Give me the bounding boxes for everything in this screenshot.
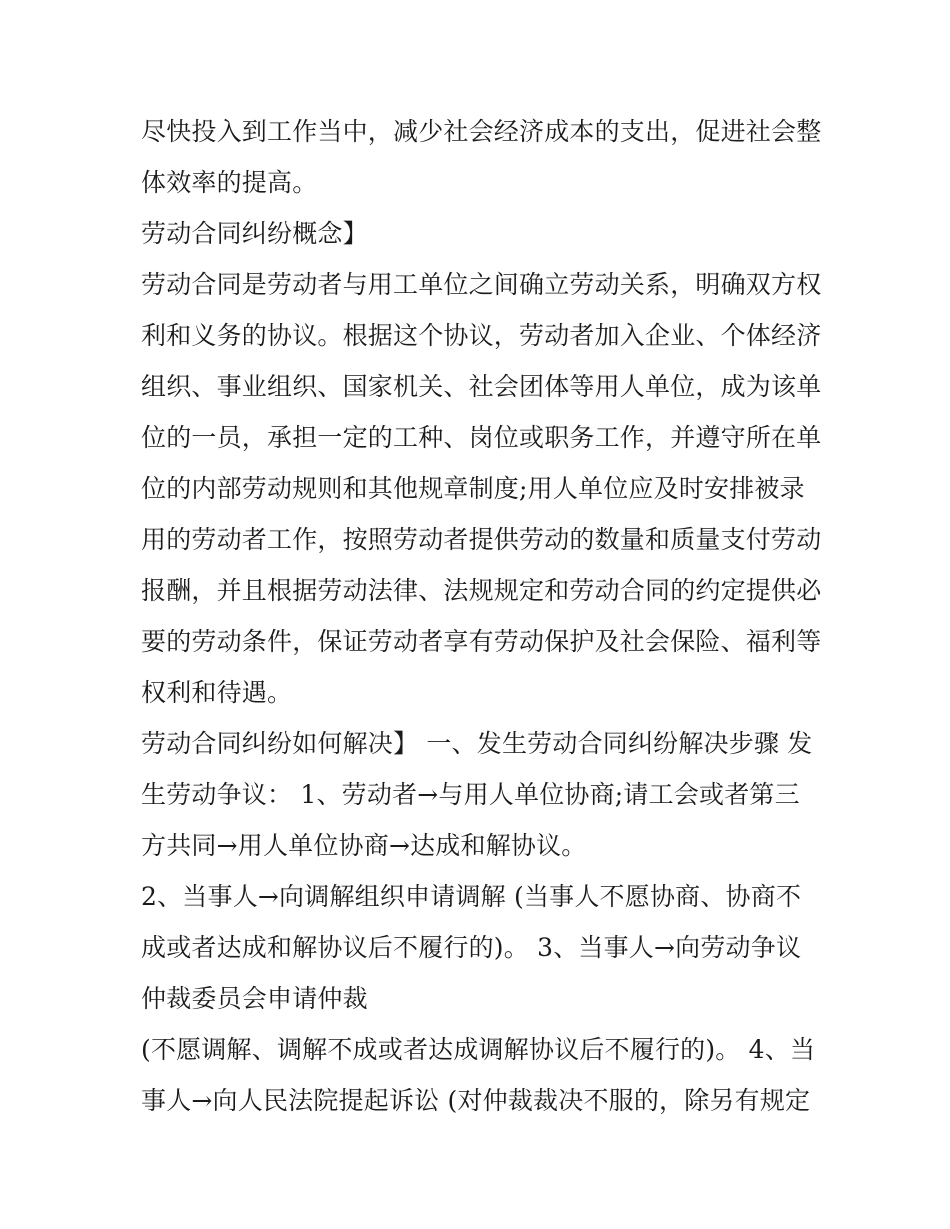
text-line: 成或者达成和解协议后不履行的)。 3、当事人→向劳动争议 (141, 933, 802, 962)
document-body (141, 106, 821, 1126)
text-line: 权利和待遇。 (141, 678, 293, 707)
text-line: (不愿调解、调解不成或者达成调解协议后不履行的)。 4、当 (141, 1035, 816, 1064)
text-line: 组织、事业组织、国家机关、社会团体等用人单位，成为该单 (141, 372, 822, 401)
text-line: 报酬，并且根据劳动法律、法规规定和劳动合同的约定提供必 (141, 576, 822, 605)
text-line: 用的劳动者工作，按照劳动者提供劳动的数量和质量支付劳动 (141, 525, 822, 554)
section-heading-resolution: 劳动合同纠纷如何解决】 一、发生劳动合同纠纷解决步骤 发 (141, 729, 813, 758)
text-line: 劳动合同是劳动者与用工单位之间确立劳动关系，明确双方权 (141, 270, 822, 299)
text-line: 位的内部劳动规则和其他规章制度;用人单位应及时安排被录 (141, 474, 805, 503)
text-line: 仲裁委员会申请仲裁 (141, 984, 368, 1013)
text-line: 要的劳动条件，保证劳动者享有劳动保护及社会保险、福利等 (141, 627, 822, 656)
text-line: 方共同→用人单位协商→达成和解协议。 (141, 831, 587, 860)
text-line: 位的一员，承担一定的工种、岗位或职务工作，并遵守所在单 (141, 423, 822, 452)
section-heading-concept: 劳动合同纠纷概念】 (141, 219, 368, 248)
text-line: 2、当事人→向调解组织申请调解 (当事人不愿协商、协商不 (141, 882, 802, 911)
text-line: 生劳动争议： 1、劳动者→与用人单位协商;请工会或者第三 (141, 780, 800, 809)
text-line: 利和义务的协议。根据这个协议，劳动者加入企业、个体经济 (141, 321, 822, 350)
text-line: 体效率的提高。 (141, 168, 318, 197)
text-line: 尽快投入到工作当中，减少社会经济成本的支出，促进社会整 (141, 117, 822, 146)
text-line: 事人→向人民法院提起诉讼 (对仲裁裁决不服的，除另有规定 (141, 1086, 811, 1115)
